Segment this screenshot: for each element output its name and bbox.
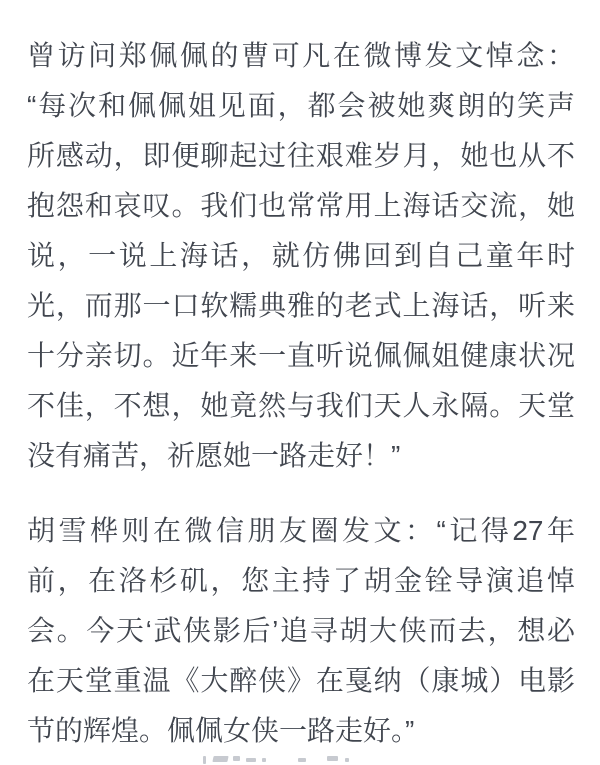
text-line: 十分亲切。近年来一直听说佩佩姐健康状况 bbox=[27, 340, 575, 371]
text-line: 所感动，即便聊起过往艰难岁月，她也从不 bbox=[27, 140, 575, 171]
text-line: 节的辉煌。佩佩女侠一路走好。” bbox=[27, 715, 415, 746]
glyph-fragment bbox=[233, 756, 240, 761]
text-line: 前，在洛杉矶，您主持了胡金铨导演追悼 bbox=[27, 565, 575, 596]
text-line: 抱怨和哀叹。我们也常常用上海话交流，她 bbox=[27, 190, 575, 221]
glyph-fragment bbox=[262, 758, 266, 762]
text-line: 胡雪桦则在微信朋友圈发文：“记得27年 bbox=[27, 515, 575, 546]
text-line: “每次和佩佩姐见面，都会被她爽朗的笑声 bbox=[27, 90, 575, 121]
text-line: 说，一说上海话，就仿佛回到自己童年时 bbox=[27, 240, 575, 271]
glyph-fragment bbox=[345, 758, 349, 762]
paragraph bbox=[27, 506, 575, 756]
glyph-fragment bbox=[327, 756, 338, 761]
cutoff-text-sliver bbox=[0, 752, 600, 765]
text-line: 没有痛苦，祈愿她一路走好！” bbox=[27, 440, 401, 471]
text-line: 曾访问郑佩佩的曹可凡在微博发文悼念： bbox=[27, 40, 575, 71]
text-line: 不佳，不想，她竟然与我们天人永隔。天堂 bbox=[27, 390, 575, 421]
glyph-fragment bbox=[246, 758, 256, 762]
glyph-fragment bbox=[212, 756, 228, 762]
text-line: 光，而那一口软糯典雅的老式上海话，听来 bbox=[27, 290, 575, 321]
glyph-fragment bbox=[203, 756, 206, 764]
text-line: 会。今天‘武侠影后’追寻胡大侠而去，想必 bbox=[27, 615, 575, 646]
glyph-fragment bbox=[298, 758, 306, 762]
paragraph bbox=[27, 31, 575, 481]
text-line: 在天堂重温《大醉侠》在戛纳（康城）电影 bbox=[27, 665, 575, 696]
